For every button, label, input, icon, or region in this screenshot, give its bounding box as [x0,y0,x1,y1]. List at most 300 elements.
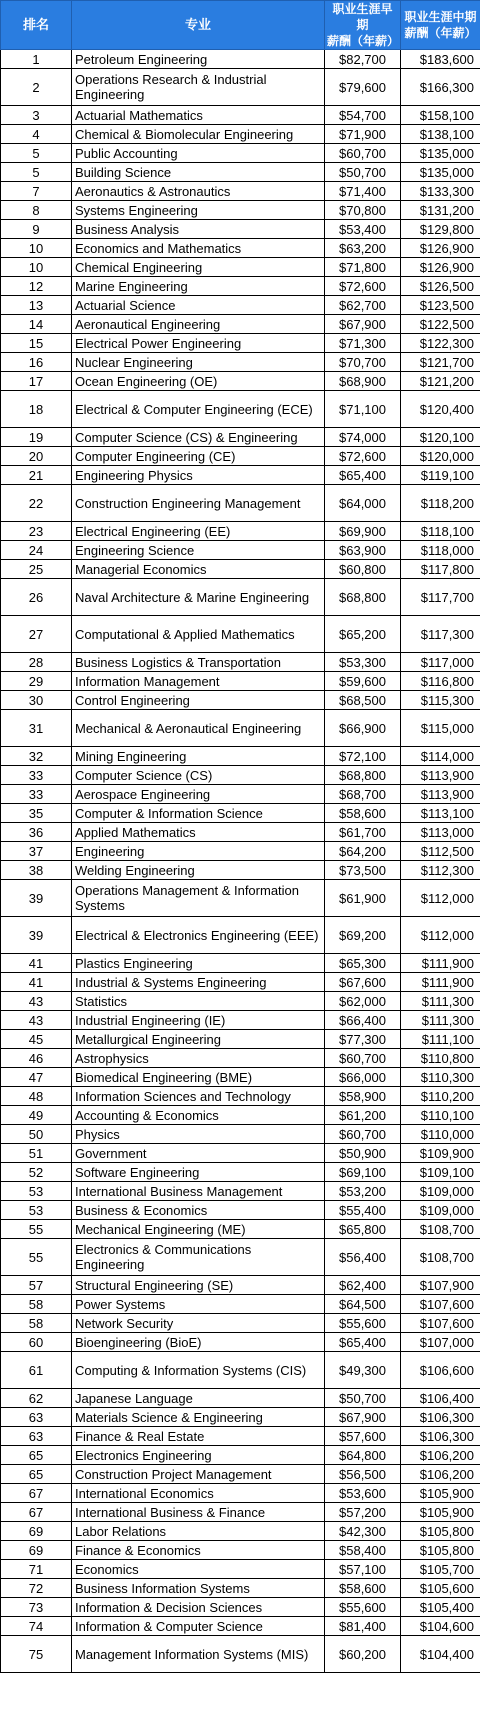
rank-cell: 67 [1,1484,72,1503]
early-salary-cell: $82,700 [325,50,401,69]
mid-salary-cell: $105,800 [401,1541,480,1560]
rank-cell: 22 [1,485,72,522]
rank-cell: 58 [1,1314,72,1333]
table-row [1,785,480,804]
major-cell: Actuarial Mathematics [72,106,325,125]
rank-cell: 49 [1,1106,72,1125]
early-salary-cell: $65,300 [325,954,401,973]
mid-salary-cell: $106,600 [401,1352,480,1389]
early-salary-cell: $58,600 [325,1579,401,1598]
mid-salary-cell: $107,600 [401,1314,480,1333]
major-cell: Operations Management & Information Systems [72,880,325,917]
table-row [1,579,480,616]
major-cell: Electronics Engineering [72,1446,325,1465]
rank-cell: 30 [1,691,72,710]
rank-cell: 29 [1,672,72,691]
mid-salary-cell: $129,800 [401,220,480,239]
rank-cell: 21 [1,466,72,485]
early-salary-cell: $67,600 [325,973,401,992]
early-salary-cell: $63,900 [325,541,401,560]
rank-cell: 28 [1,653,72,672]
table-row [1,69,480,106]
table-row [1,1636,480,1673]
rank-cell: 72 [1,1579,72,1598]
early-salary-cell: $65,400 [325,466,401,485]
mid-salary-cell: $112,000 [401,880,480,917]
rank-cell: 35 [1,804,72,823]
major-cell: Statistics [72,992,325,1011]
table-row [1,391,480,428]
mid-salary-cell: $105,900 [401,1503,480,1522]
mid-salary-cell: $108,700 [401,1239,480,1276]
rank-cell: 8 [1,201,72,220]
major-cell: Metallurgical Engineering [72,1030,325,1049]
rank-cell: 7 [1,182,72,201]
early-salary-cell: $71,800 [325,258,401,277]
early-salary-cell: $69,900 [325,522,401,541]
early-salary-cell: $67,900 [325,315,401,334]
rank-cell: 69 [1,1541,72,1560]
mid-salary-cell: $113,100 [401,804,480,823]
rank-cell: 55 [1,1220,72,1239]
mid-salary-cell: $108,700 [401,1220,480,1239]
major-cell: Aerospace Engineering [72,785,325,804]
table-row [1,1314,480,1333]
major-cell: Applied Mathematics [72,823,325,842]
table-row [1,220,480,239]
early-salary-cell: $74,000 [325,428,401,447]
major-cell: Software Engineering [72,1163,325,1182]
early-salary-cell: $61,900 [325,880,401,917]
early-salary-cell: $61,200 [325,1106,401,1125]
early-salary-cell: $57,600 [325,1427,401,1446]
table-row [1,315,480,334]
rank-cell: 33 [1,785,72,804]
header-mid-salary [401,1,480,50]
table-row [1,1087,480,1106]
early-salary-cell: $66,000 [325,1068,401,1087]
mid-salary-cell: $138,100 [401,125,480,144]
rank-cell: 10 [1,239,72,258]
table-row [1,372,480,391]
rank-cell: 71 [1,1560,72,1579]
mid-salary-cell: $110,800 [401,1049,480,1068]
table-row [1,880,480,917]
early-salary-cell: $53,300 [325,653,401,672]
mid-salary-cell: $118,100 [401,522,480,541]
mid-salary-cell: $111,900 [401,973,480,992]
major-cell: Systems Engineering [72,201,325,220]
mid-salary-cell: $105,900 [401,1484,480,1503]
early-salary-cell: $60,700 [325,1049,401,1068]
major-cell: Managerial Economics [72,560,325,579]
mid-salary-cell: $107,000 [401,1333,480,1352]
rank-cell: 33 [1,766,72,785]
early-salary-cell: $57,200 [325,1503,401,1522]
early-salary-cell: $60,200 [325,1636,401,1673]
major-cell: Control Engineering [72,691,325,710]
rank-cell: 17 [1,372,72,391]
mid-salary-cell: $122,500 [401,315,480,334]
early-salary-cell: $68,800 [325,766,401,785]
mid-salary-cell: $115,300 [401,691,480,710]
table-row [1,163,480,182]
major-cell: Biomedical Engineering (BME) [72,1068,325,1087]
early-salary-cell: $58,600 [325,804,401,823]
table-row [1,1295,480,1314]
major-cell: Computational & Applied Mathematics [72,616,325,653]
table-row [1,747,480,766]
early-salary-cell: $58,400 [325,1541,401,1560]
mid-salary-cell: $105,600 [401,1579,480,1598]
major-cell: Ocean Engineering (OE) [72,372,325,391]
early-salary-cell: $66,400 [325,1011,401,1030]
early-salary-cell: $67,900 [325,1408,401,1427]
rank-cell: 45 [1,1030,72,1049]
mid-salary-cell: $106,400 [401,1389,480,1408]
table-header [1,1,480,50]
mid-salary-cell: $158,100 [401,106,480,125]
early-salary-cell: $71,300 [325,334,401,353]
rank-cell: 18 [1,391,72,428]
early-salary-cell: $55,600 [325,1598,401,1617]
major-cell: Computer Engineering (CE) [72,447,325,466]
early-salary-cell: $50,700 [325,163,401,182]
rank-cell: 50 [1,1125,72,1144]
early-salary-cell: $79,600 [325,69,401,106]
rank-cell: 55 [1,1239,72,1276]
major-cell: Management Information Systems (MIS) [72,1636,325,1673]
major-cell: Information Sciences and Technology [72,1087,325,1106]
rank-cell: 1 [1,50,72,69]
table-row [1,766,480,785]
mid-salary-cell: $111,300 [401,1011,480,1030]
early-salary-cell: $50,700 [325,1389,401,1408]
early-salary-cell: $72,600 [325,447,401,466]
table-row [1,1182,480,1201]
rank-cell: 52 [1,1163,72,1182]
major-cell: Accounting & Economics [72,1106,325,1125]
major-cell: Electrical & Computer Engineering (ECE) [72,391,325,428]
mid-salary-cell: $104,600 [401,1617,480,1636]
table-row [1,1541,480,1560]
early-salary-cell: $64,800 [325,1446,401,1465]
table-row [1,296,480,315]
early-salary-cell: $68,500 [325,691,401,710]
major-cell: Government [72,1144,325,1163]
rank-cell: 53 [1,1182,72,1201]
table-row [1,1239,480,1276]
major-cell: Mechanical Engineering (ME) [72,1220,325,1239]
rank-cell: 48 [1,1087,72,1106]
major-cell: Economics [72,1560,325,1579]
rank-cell: 65 [1,1465,72,1484]
mid-salary-cell: $106,300 [401,1427,480,1446]
rank-cell: 24 [1,541,72,560]
rank-cell: 74 [1,1617,72,1636]
rank-cell: 20 [1,447,72,466]
mid-salary-cell: $117,300 [401,616,480,653]
early-salary-cell: $64,000 [325,485,401,522]
early-salary-cell: $72,100 [325,747,401,766]
rank-cell: 43 [1,992,72,1011]
table-row [1,1144,480,1163]
early-salary-cell: $60,800 [325,560,401,579]
major-cell: Chemical Engineering [72,258,325,277]
early-salary-cell: $56,400 [325,1239,401,1276]
major-cell: Electronics & Communications Engineering [72,1239,325,1276]
mid-salary-cell: $111,100 [401,1030,480,1049]
early-salary-cell: $56,500 [325,1465,401,1484]
table-row [1,616,480,653]
early-salary-cell: $68,700 [325,785,401,804]
rank-cell: 39 [1,880,72,917]
table-row [1,447,480,466]
header-row [1,1,480,50]
table-row [1,1617,480,1636]
early-salary-cell: $68,800 [325,579,401,616]
early-salary-cell: $60,700 [325,144,401,163]
early-salary-cell: $70,700 [325,353,401,372]
major-cell: Aeronautical Engineering [72,315,325,334]
mid-salary-cell: $113,000 [401,823,480,842]
rank-cell: 43 [1,1011,72,1030]
major-cell: Information & Computer Science [72,1617,325,1636]
mid-salary-cell: $113,900 [401,785,480,804]
table-row [1,258,480,277]
major-cell: Construction Project Management [72,1465,325,1484]
major-cell: Information Management [72,672,325,691]
early-salary-cell: $58,900 [325,1087,401,1106]
major-cell: Astrophysics [72,1049,325,1068]
table-row [1,1389,480,1408]
table-row [1,277,480,296]
mid-salary-cell: $135,000 [401,144,480,163]
header-early-line2: 薪酬（年薪） [327,34,400,48]
table-row [1,428,480,447]
major-cell: Power Systems [72,1295,325,1314]
major-cell: International Business & Finance [72,1503,325,1522]
major-cell: Mechanical & Aeronautical Engineering [72,710,325,747]
table-row [1,466,480,485]
major-cell: Labor Relations [72,1522,325,1541]
table-row [1,334,480,353]
major-cell: Petroleum Engineering [72,50,325,69]
mid-salary-cell: $114,000 [401,747,480,766]
table-row [1,1352,480,1389]
major-cell: Finance & Real Estate [72,1427,325,1446]
major-cell: Public Accounting [72,144,325,163]
major-cell: Computer Science (CS) & Engineering [72,428,325,447]
rank-cell: 5 [1,163,72,182]
table-row [1,823,480,842]
mid-salary-cell: $105,800 [401,1522,480,1541]
rank-cell: 46 [1,1049,72,1068]
rank-cell: 16 [1,353,72,372]
table-row [1,522,480,541]
early-salary-cell: $77,300 [325,1030,401,1049]
early-salary-cell: $61,700 [325,823,401,842]
table-row [1,804,480,823]
major-cell: Computing & Information Systems (CIS) [72,1352,325,1389]
mid-salary-cell: $110,100 [401,1106,480,1125]
major-cell: Industrial Engineering (IE) [72,1011,325,1030]
early-salary-cell: $64,500 [325,1295,401,1314]
rank-cell: 47 [1,1068,72,1087]
mid-salary-cell: $166,300 [401,69,480,106]
major-cell: Operations Research & Industrial Engineering [72,69,325,106]
rank-cell: 57 [1,1276,72,1295]
mid-salary-cell: $116,800 [401,672,480,691]
mid-salary-cell: $110,300 [401,1068,480,1087]
table-row [1,1030,480,1049]
table-row [1,1465,480,1484]
mid-salary-cell: $121,700 [401,353,480,372]
rank-cell: 32 [1,747,72,766]
major-cell: Electrical Engineering (EE) [72,522,325,541]
major-cell: Marine Engineering [72,277,325,296]
early-salary-cell: $42,300 [325,1522,401,1541]
early-salary-cell: $71,900 [325,125,401,144]
rank-cell: 69 [1,1522,72,1541]
rank-cell: 12 [1,277,72,296]
rank-cell: 38 [1,861,72,880]
early-salary-cell: $69,100 [325,1163,401,1182]
major-cell: Finance & Economics [72,1541,325,1560]
major-cell: Physics [72,1125,325,1144]
major-cell: Welding Engineering [72,861,325,880]
early-salary-cell: $81,400 [325,1617,401,1636]
rank-cell: 65 [1,1446,72,1465]
early-salary-cell: $65,800 [325,1220,401,1239]
header-early-salary [325,1,401,50]
major-cell: Computer & Information Science [72,804,325,823]
table-row [1,1408,480,1427]
table-row [1,653,480,672]
early-salary-cell: $71,400 [325,182,401,201]
table-row [1,1560,480,1579]
rank-cell: 37 [1,842,72,861]
major-cell: Japanese Language [72,1389,325,1408]
table-row [1,992,480,1011]
table-row [1,861,480,880]
major-cell: Electrical & Electronics Engineering (EEE) [72,917,325,954]
table-row [1,1220,480,1239]
mid-salary-cell: $120,000 [401,447,480,466]
rank-cell: 67 [1,1503,72,1522]
table-body [1,50,480,1673]
early-salary-cell: $60,700 [325,1125,401,1144]
mid-salary-cell: $112,500 [401,842,480,861]
table-row [1,560,480,579]
mid-salary-cell: $110,000 [401,1125,480,1144]
table-row [1,917,480,954]
table-row [1,1125,480,1144]
header-rank: 排名 [1,1,72,50]
major-cell: Electrical Power Engineering [72,334,325,353]
mid-salary-cell: $105,400 [401,1598,480,1617]
table-row [1,50,480,69]
mid-salary-cell: $120,400 [401,391,480,428]
early-salary-cell: $66,900 [325,710,401,747]
table-row [1,1049,480,1068]
mid-salary-cell: $105,700 [401,1560,480,1579]
rank-cell: 10 [1,258,72,277]
mid-salary-cell: $109,900 [401,1144,480,1163]
table-row [1,1333,480,1352]
rank-cell: 41 [1,973,72,992]
mid-salary-cell: $112,000 [401,917,480,954]
table-row [1,353,480,372]
early-salary-cell: $65,200 [325,616,401,653]
rank-cell: 15 [1,334,72,353]
mid-salary-cell: $112,300 [401,861,480,880]
early-salary-cell: $53,200 [325,1182,401,1201]
major-cell: Information & Decision Sciences [72,1598,325,1617]
rank-cell: 4 [1,125,72,144]
early-salary-cell: $49,300 [325,1352,401,1389]
table-row [1,541,480,560]
major-cell: Business & Economics [72,1201,325,1220]
rank-cell: 13 [1,296,72,315]
table-row [1,1106,480,1125]
table-row [1,1276,480,1295]
mid-salary-cell: $111,300 [401,992,480,1011]
major-cell: Naval Architecture & Marine Engineering [72,579,325,616]
early-salary-cell: $62,700 [325,296,401,315]
major-cell: Business Analysis [72,220,325,239]
rank-cell: 63 [1,1427,72,1446]
mid-salary-cell: $126,900 [401,239,480,258]
table-row [1,1011,480,1030]
table-row [1,239,480,258]
table-row [1,1446,480,1465]
mid-salary-cell: $126,500 [401,277,480,296]
mid-salary-cell: $113,900 [401,766,480,785]
mid-salary-cell: $126,900 [401,258,480,277]
table-row [1,1503,480,1522]
rank-cell: 23 [1,522,72,541]
early-salary-cell: $62,400 [325,1276,401,1295]
mid-salary-cell: $122,300 [401,334,480,353]
table-row [1,1427,480,1446]
mid-salary-cell: $117,700 [401,579,480,616]
early-salary-cell: $55,600 [325,1314,401,1333]
table-row [1,1484,480,1503]
major-cell: International Business Management [72,1182,325,1201]
mid-salary-cell: $121,200 [401,372,480,391]
mid-salary-cell: $135,000 [401,163,480,182]
major-cell: Economics and Mathematics [72,239,325,258]
rank-cell: 63 [1,1408,72,1427]
mid-salary-cell: $118,000 [401,541,480,560]
rank-cell: 58 [1,1295,72,1314]
mid-salary-cell: $115,000 [401,710,480,747]
early-salary-cell: $50,900 [325,1144,401,1163]
rank-cell: 62 [1,1389,72,1408]
table-row [1,1068,480,1087]
early-salary-cell: $57,100 [325,1560,401,1579]
rank-cell: 60 [1,1333,72,1352]
mid-salary-cell: $109,000 [401,1201,480,1220]
rank-cell: 73 [1,1598,72,1617]
major-cell: Engineering Science [72,541,325,560]
early-salary-cell: $53,600 [325,1484,401,1503]
table-row [1,106,480,125]
major-cell: Structural Engineering (SE) [72,1276,325,1295]
table-row [1,973,480,992]
mid-salary-cell: $110,200 [401,1087,480,1106]
